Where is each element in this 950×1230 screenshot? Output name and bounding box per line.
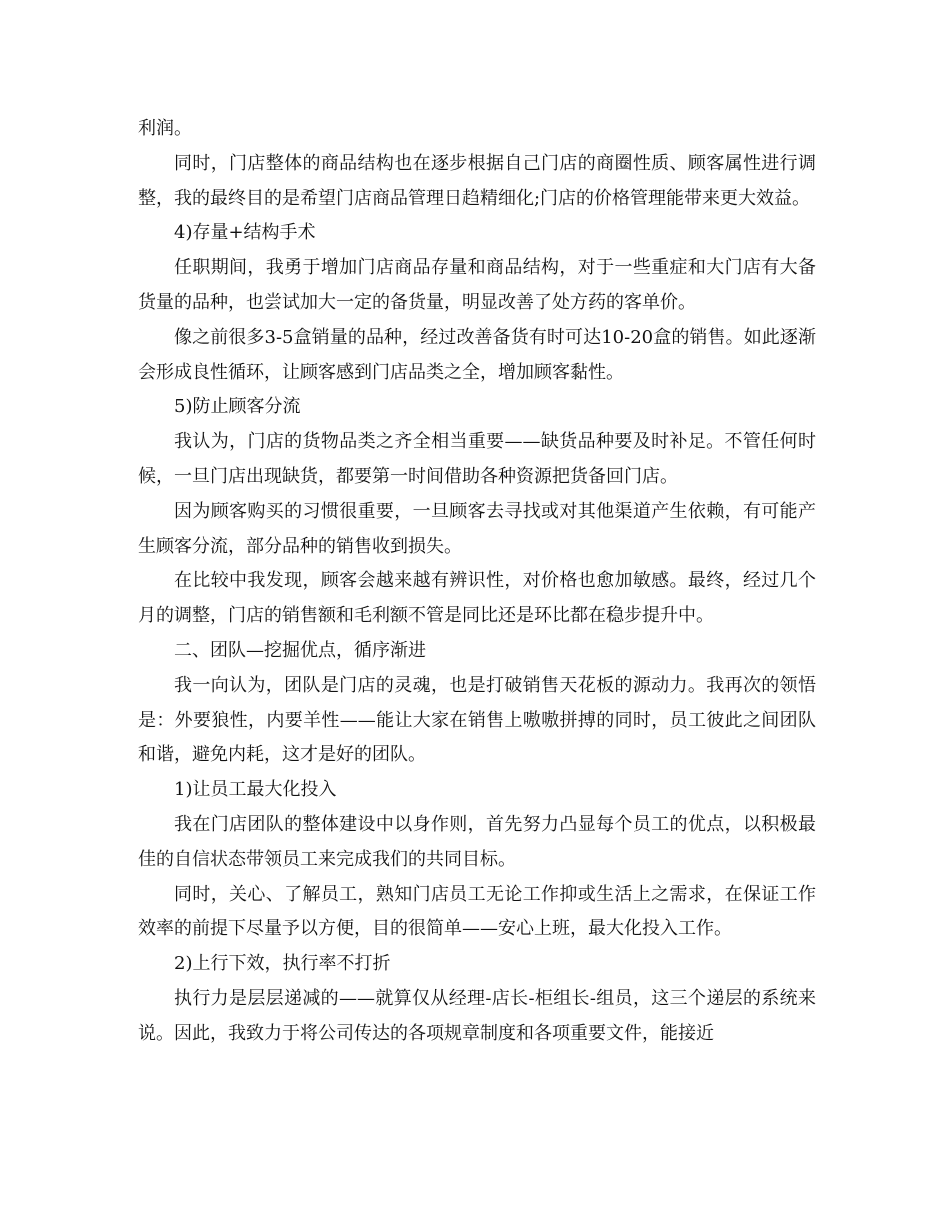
paragraph: 执行力是层层递减的——就算仅从经理-店长-柜组长-组员，这三个递层的系统来说。因此，我致力于将公司传达的各项规章制度和各项重要文件，能接近 [138, 987, 816, 1044]
paragraph: 因为顾客购买的习惯很重要，一旦顾客去寻找或对其他渠道产生依赖，有可能产生顾客分流，部分品种的销售收到损失。 [138, 500, 816, 557]
paragraph: 我一向认为，团队是门店的灵魂，也是打破销售天花板的源动力。我再次的领悟是：外要狼性，内要羊性——能让大家在销售上嗷嗷拼搏的同时，员工彼此之间团队和谐，避免内耗，这才是好的团队。 [138, 674, 816, 766]
section-heading: 1)让员工最大化投入 [174, 779, 337, 801]
section-heading: 4)存量+结构手术 [174, 222, 316, 244]
paragraph: 在比较中我发现，顾客会越来越有辨识性，对价格也愈加敏感。最终，经过几个月的调整，门店的销售额和毛利额不管是同比还是环比都在稳步提升中。 [138, 570, 816, 627]
paragraph: 同时，关心、了解员工，熟知门店员工无论工作抑或生活上之需求，在保证工作效率的前提下尽量予以方便，目的很简单——安心上班，最大化投入工作。 [138, 883, 816, 940]
paragraph: 我在门店团队的整体建设中以身作则，首先努力凸显每个员工的优点，以积极最佳的自信状态带领员工来完成我们的共同目标。 [138, 813, 816, 870]
paragraph: 像之前很多3-5盒销量的品种，经过改善备货有时可达10-20盒的销售。如此逐渐会形成良性循环，让顾客感到门店品类之全，增加顾客黏性。 [138, 326, 816, 383]
paragraph: 任职期间，我勇于增加门店商品存量和商品结构，对于一些重症和大门店有大备货量的品种，也尝试加大一定的备货量，明显改善了处方药的客单价。 [138, 257, 816, 313]
section-heading: 二、团队—挖掘优点，循序渐进 [174, 639, 426, 661]
document-body [138, 112, 816, 1052]
paragraph: 利润。 [138, 118, 192, 139]
paragraph: 同时，门店整体的商品结构也在逐步根据自己门店的商圈性质、顾客属性进行调整，我的最终目的是希望门店商品管理日趋精细化;门店的价格管理能带来更大效益。 [138, 152, 816, 209]
section-heading: 2)上行下效，执行率不打折 [174, 953, 391, 975]
section-heading: 5)防止顾客分流 [174, 396, 301, 418]
paragraph: 我认为，门店的货物品类之齐全相当重要——缺货品种要及时补足。不管任何时候，一旦门店出现缺货，都要第一时间借助各种资源把货备回门店。 [138, 431, 816, 487]
